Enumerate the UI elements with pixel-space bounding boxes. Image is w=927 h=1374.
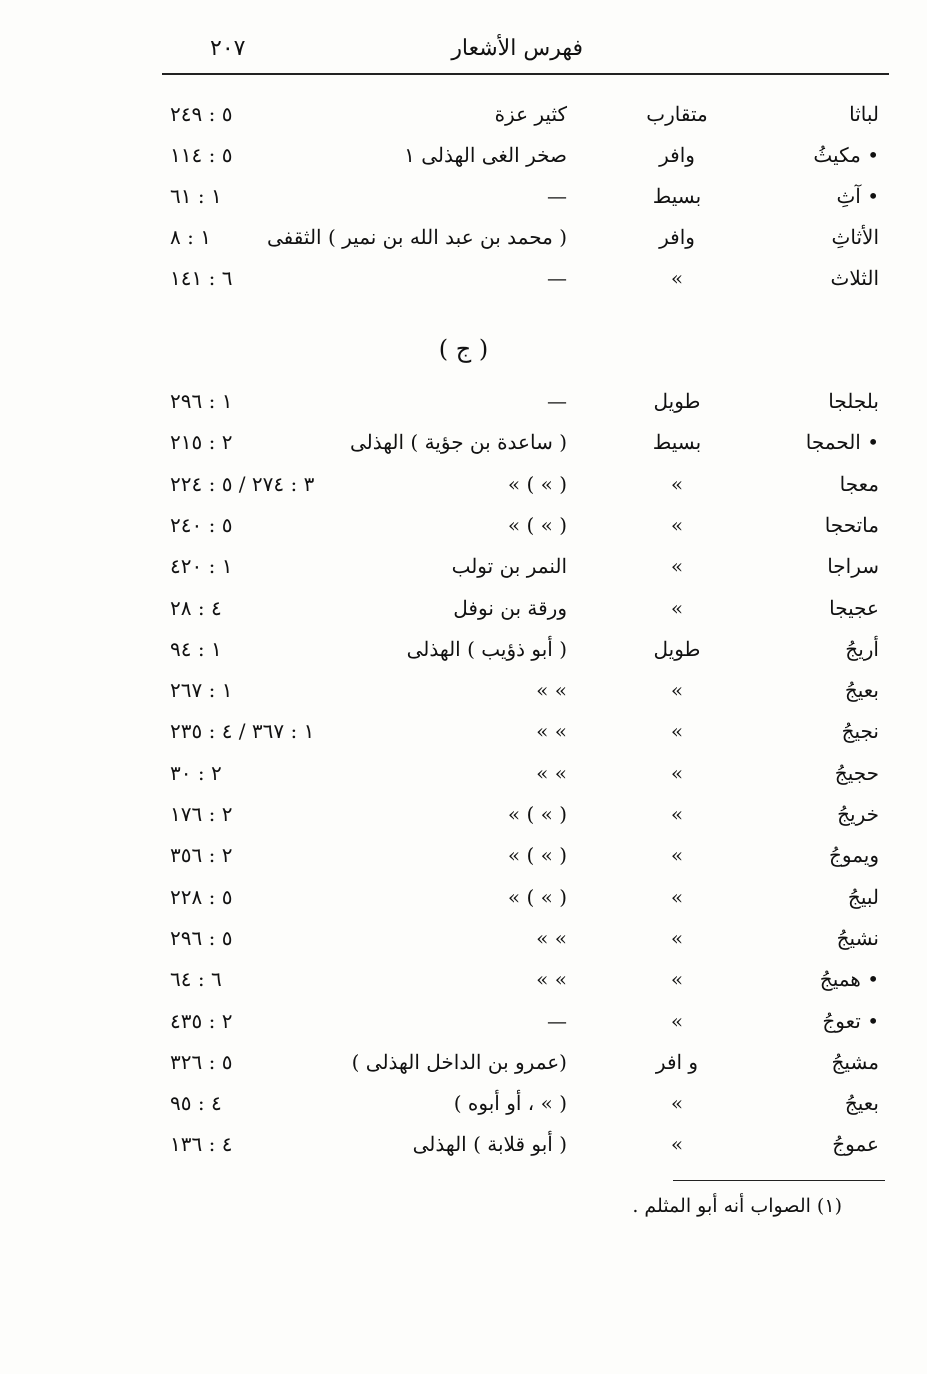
reference-cell: ٢ : ٣٥٦ (170, 843, 233, 868)
meter-cell: » (670, 925, 684, 950)
poet-cell: » » (536, 760, 567, 785)
reference-cell: ١ : ٣٦٧ / ٤ : ٢٣٥ (170, 719, 315, 744)
meter-cell: » (670, 1091, 684, 1116)
reference-cell: ١ : ٦١ (170, 184, 222, 208)
table-row (0, 761, 927, 801)
meter-cell: » (670, 719, 684, 744)
table-row (0, 102, 927, 142)
table-row (0, 1050, 927, 1090)
reference-cell: ٢ : ٣٠ (170, 760, 222, 785)
rhyme-cell: الثلاث (830, 266, 879, 290)
section-jim-heading: ( ج ) (438, 335, 489, 363)
rhyme-cell: ويموجُ (828, 843, 879, 868)
poet-cell: ( » ) » (507, 512, 567, 537)
meter-cell: » (670, 802, 684, 826)
rhyme-cell: سراجا (827, 554, 879, 579)
reference-cell: ٤ : ٩٥ (170, 1091, 222, 1116)
rhyme-cell: • تعوجُ (822, 1008, 879, 1033)
meter-cell: وافر (659, 225, 695, 249)
reference-cell: ٢ : ٢١٥ (170, 430, 233, 455)
page-title: فهرس الأشعار (451, 36, 583, 61)
meter-cell: » (670, 266, 684, 290)
reference-cell: ٦ : ٦٤ (170, 967, 222, 992)
poet-cell: ( » ) » (507, 802, 567, 826)
meter-cell: طويل (653, 389, 701, 413)
table-row (0, 143, 927, 183)
reference-cell: ٦ : ١٤١ (170, 266, 233, 290)
reference-cell: ١ : ٨ (170, 225, 211, 249)
table-row (0, 513, 927, 553)
rhyme-cell: بعيجُ (844, 1091, 879, 1116)
reference-cell: ٥ : ٣٢٦ (170, 1049, 233, 1074)
poet-cell: ( أبو قلابة ) الهذلى (412, 1132, 567, 1157)
table-row (0, 802, 927, 842)
reference-cell: ٢ : ٤٣٥ (170, 1008, 233, 1033)
poet-cell: ( أبو ذؤيب ) الهذلى (406, 636, 567, 661)
footnote-rule (673, 1180, 885, 1181)
header-rule (162, 73, 889, 75)
poet-cell: — (547, 266, 567, 290)
poet-cell: صخر الغى الهذلى ١ (404, 143, 567, 167)
poet-cell: — (547, 389, 567, 413)
reference-cell: ١ : ٢٦٧ (170, 678, 233, 703)
table-row (0, 1091, 927, 1131)
table-row (0, 843, 927, 883)
table-row (0, 678, 927, 718)
meter-cell: بسيط (652, 184, 702, 208)
table-row (0, 389, 927, 429)
poet-cell: ( ساعدة بن جؤية ) الهذلى (349, 430, 567, 455)
meter-cell: » (670, 554, 684, 579)
table-row (0, 926, 927, 966)
poet-cell: — (547, 184, 567, 208)
rhyme-cell: • آثِ (836, 184, 879, 208)
meter-cell: و افر (655, 1049, 699, 1074)
poet-cell: ( محمد بن عبد الله بن نمير ) الثقفى (267, 225, 567, 249)
table-row (0, 430, 927, 470)
rhyme-cell: بعيجُ (844, 678, 879, 703)
rhyme-cell: بلجلجا (828, 389, 879, 413)
poet-cell: — (547, 1008, 567, 1033)
meter-cell: » (670, 843, 684, 868)
meter-cell: » (670, 595, 684, 620)
reference-cell: ٥ : ٢٤٠ (170, 512, 233, 537)
poet-cell: » » (536, 719, 567, 744)
rhyme-cell: لباثا (849, 102, 879, 126)
rhyme-cell: مشيجُ (831, 1049, 879, 1074)
reference-cell: ٥ : ٢٩٦ (170, 925, 233, 950)
rhyme-cell: • هميجُ (819, 967, 879, 992)
rhyme-cell: عموجُ (832, 1132, 879, 1157)
table-row (0, 1009, 927, 1049)
reference-cell: ٥ : ٢٢٨ (170, 884, 233, 909)
table-row (0, 637, 927, 677)
poet-cell: كثير عزة (494, 102, 567, 126)
reference-cell: ٤ : ٢٨ (170, 595, 222, 620)
poet-cell: (عمرو بن الداخل الهذلى ) (351, 1049, 567, 1074)
page-number: ٢٠٧ (210, 36, 246, 61)
meter-cell: بسيط (652, 430, 702, 455)
rhyme-cell: نجيجُ (841, 719, 879, 744)
rhyme-cell: لبيجُ (847, 884, 879, 909)
meter-cell: » (670, 1132, 684, 1157)
meter-cell: » (670, 884, 684, 909)
table-row (0, 967, 927, 1007)
reference-cell: ٥ : ١١٤ (170, 143, 233, 167)
table-row (0, 554, 927, 594)
reference-cell: ١ : ٤٢٠ (170, 554, 233, 579)
rhyme-cell: • الحمجا (805, 430, 879, 455)
meter-cell: » (670, 760, 684, 785)
table-row (0, 596, 927, 636)
rhyme-cell: الأثاثِ (831, 225, 879, 249)
table-row (0, 885, 927, 925)
poet-cell: ( » ) » (507, 884, 567, 909)
reference-cell: ٥ : ٢٤٩ (170, 102, 233, 126)
footnote: (١) الصواب أنه أبو المثلم . (632, 1195, 842, 1217)
reference-cell: ١ : ٢٩٦ (170, 389, 233, 413)
poet-cell: ( » ، أو أبوه ) (453, 1091, 567, 1116)
meter-cell: » (670, 512, 684, 537)
reference-cell: ٣ : ٢٧٤ / ٥ : ٢٢٤ (170, 471, 315, 496)
poet-cell: » » (536, 925, 567, 950)
poet-cell: » » (536, 967, 567, 992)
poet-cell: ( » ) » (507, 471, 567, 496)
poet-cell: ورقة بن نوفل (453, 595, 567, 620)
rhyme-cell: نشيجُ (836, 925, 879, 950)
rhyme-cell: عجيجا (829, 595, 879, 620)
meter-cell: » (670, 1008, 684, 1033)
rhyme-cell: • مكيثُ (813, 143, 879, 167)
table-row (0, 1132, 927, 1172)
rhyme-cell: خريجُ (837, 802, 879, 826)
meter-cell: » (670, 471, 684, 496)
poet-cell: النمر بن تولب (451, 554, 567, 579)
meter-cell: وافر (659, 143, 695, 167)
poet-cell: » » (536, 678, 567, 703)
meter-cell: طويل (653, 636, 701, 661)
table-row (0, 266, 927, 306)
poet-cell: ( » ) » (507, 843, 567, 868)
rhyme-cell: حجيجُ (834, 760, 879, 785)
reference-cell: ٤ : ١٣٦ (170, 1132, 233, 1157)
table-row (0, 472, 927, 512)
table-row (0, 184, 927, 224)
rhyme-cell: معجا (839, 471, 879, 496)
reference-cell: ٢ : ١٧٦ (170, 802, 233, 826)
page-header (160, 32, 888, 72)
meter-cell: » (670, 967, 684, 992)
reference-cell: ١ : ٩٤ (170, 636, 222, 661)
table-row (0, 719, 927, 759)
rhyme-cell: أريجُ (845, 636, 879, 661)
rhyme-cell: ماتحجا (824, 512, 879, 537)
meter-cell: متقارب (646, 102, 708, 126)
meter-cell: » (670, 678, 684, 703)
table-row (0, 225, 927, 265)
